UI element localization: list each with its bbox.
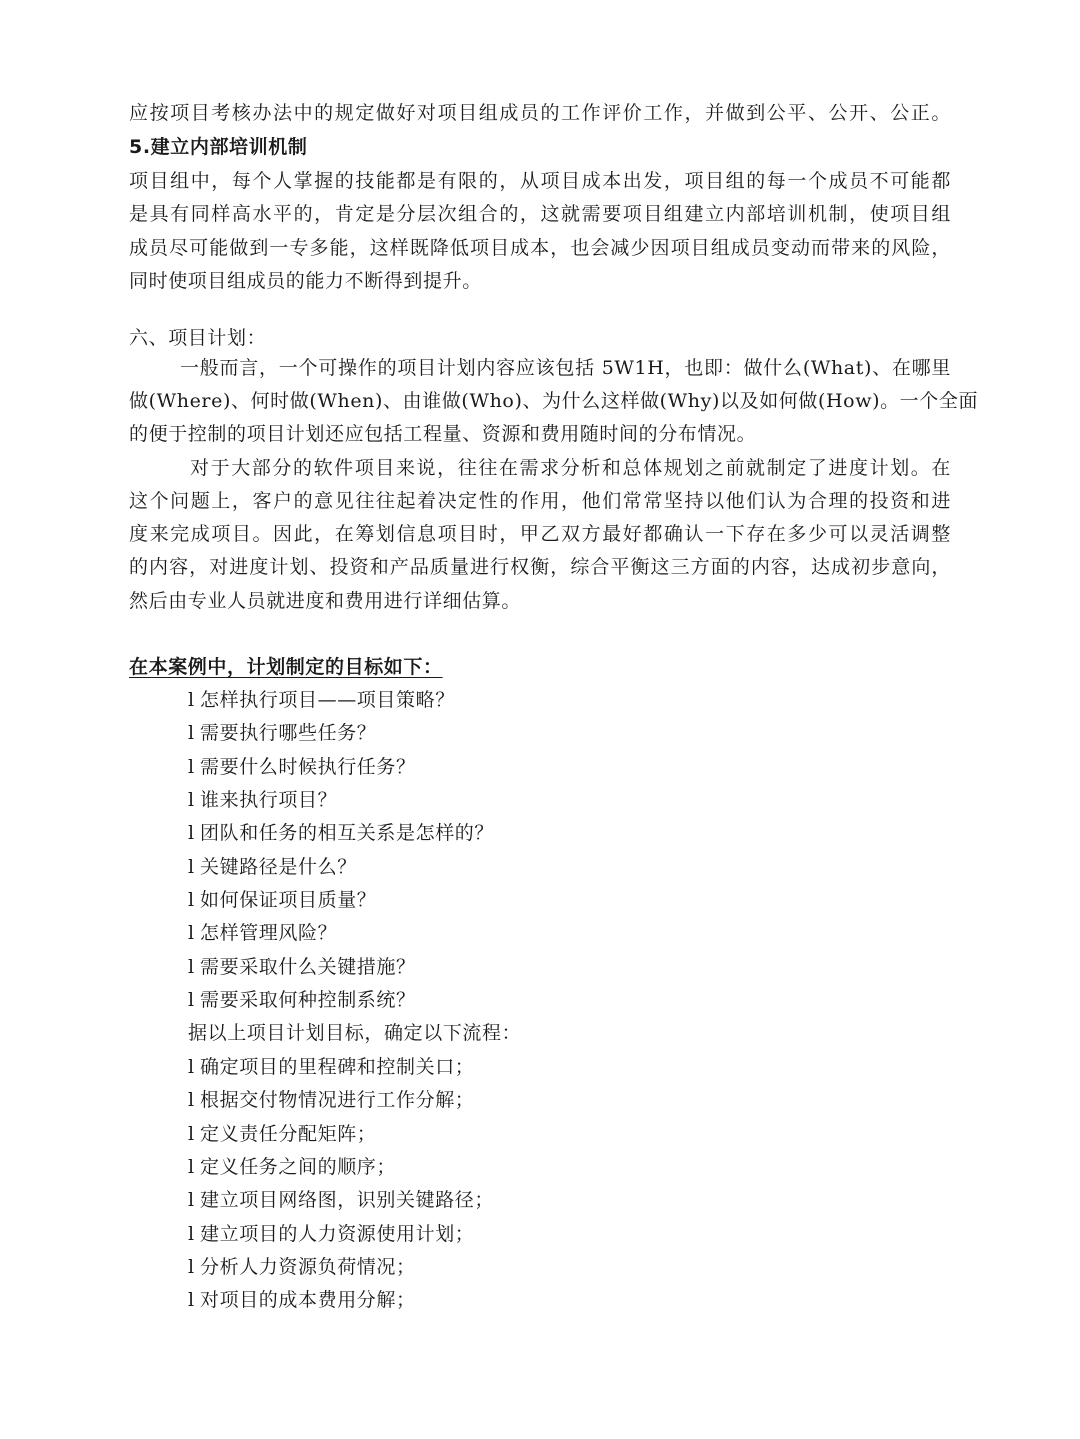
list-marker: l <box>188 789 195 811</box>
list-marker: l <box>188 1123 195 1145</box>
list-marker: l <box>188 1056 195 1078</box>
list-item: l 分析人力资源负荷情况； <box>188 1256 416 1278</box>
list-marker: l <box>188 989 195 1011</box>
list-marker: l <box>188 1089 195 1111</box>
paragraph-line: 做(Where)、何时做(When)、由谁做(Who)、为什么这样做(Why)以及如何做(How)。一个全面 <box>129 390 979 412</box>
list-marker: l <box>188 689 195 711</box>
list-item: l 如何保证项目质量？ <box>188 889 377 911</box>
list-marker: l <box>188 889 195 911</box>
list-item: l 对项目的成本费用分解； <box>188 1289 416 1311</box>
paragraph-line: 对于大部分的软件项目来说，往往在需求分析和总体规划之前就制定了进度计划。在 <box>190 457 951 479</box>
list-marker: l <box>188 1256 195 1278</box>
list-item: l 怎样执行项目——项目策略？ <box>188 689 455 711</box>
list-item: l 关键路径是什么？ <box>188 856 357 878</box>
list-item: l 建立项目网络图，识别关键路径； <box>188 1189 495 1211</box>
paragraph-line: 一般而言，一个可操作的项目计划内容应该包括 5W1H，也即：做什么(What)、在哪里 <box>180 357 951 379</box>
section-heading-5: 5.建立内部培训机制 <box>129 136 308 158</box>
paragraph-line: 成员尽可能做到一专多能，这样既降低项目成本，也会减少因项目组成员变动而带来的风险， <box>129 237 951 259</box>
list-marker: l <box>188 1189 195 1211</box>
list-marker: l <box>188 822 195 844</box>
list-item: l 根据交付物情况进行工作分解； <box>188 1089 475 1111</box>
list-marker: l <box>188 1289 195 1311</box>
list-item: l 确定项目的里程碑和控制关口； <box>188 1056 475 1078</box>
list-item: l 需要什么时候执行任务？ <box>188 756 416 778</box>
paragraph-line: 然后由专业人员就进度和费用进行详细估算。 <box>129 590 522 612</box>
list-marker: l <box>188 922 195 944</box>
list-item: l 谁来执行项目？ <box>188 789 338 811</box>
paragraph-line: 应按项目考核办法中的规定做好对项目组成员的工作评价工作，并做到公平、公开、公正。 <box>129 102 951 124</box>
list-marker: l <box>188 1156 195 1178</box>
list-item: l 怎样管理风险？ <box>188 922 338 944</box>
list-item: l 建立项目的人力资源使用计划； <box>188 1223 475 1245</box>
list-item: l 定义责任分配矩阵； <box>188 1123 377 1145</box>
list-item: l 定义任务之间的顺序； <box>188 1156 397 1178</box>
paragraph-line: 的内容，对进度计划、投资和产品质量进行权衡，综合平衡这三方面的内容，达成初步意向， <box>129 556 951 578</box>
paragraph-line: 项目组中，每个人掌握的技能都是有限的，从项目成本出发，项目组的每一个成员不可能都 <box>129 170 951 192</box>
list-marker: l <box>188 956 195 978</box>
paragraph-line: 度来完成项目。因此，在筹划信息项目时，甲乙双方最好都确认一下存在多少可以灵活调整 <box>129 523 951 545</box>
goals-heading: 在本案例中，计划制定的目标如下： <box>129 656 443 678</box>
list-item: l 需要采取什么关键措施？ <box>188 956 416 978</box>
section-heading-6: 六、项目计划： <box>129 327 267 349</box>
paragraph-line: 是具有同样高水平的，肯定是分层次组合的，这就需要项目组建立内部培训机制，使项目组 <box>129 203 951 225</box>
list-marker: l <box>188 856 195 878</box>
list-item: l 团队和任务的相互关系是怎样的？ <box>188 822 495 844</box>
list-marker: l <box>188 1223 195 1245</box>
paragraph-line: 这个问题上，客户的意见往往起着决定性的作用，他们常常坚持以他们认为合理的投资和进 <box>129 490 951 512</box>
paragraph-line: 的便于控制的项目计划还应包括工程量、资源和费用随时间的分布情况。 <box>129 423 757 445</box>
flow-intro: 据以上项目计划目标，确定以下流程： <box>188 1022 522 1044</box>
list-marker: l <box>188 722 195 744</box>
paragraph-line: 同时使项目组成员的能力不断得到提升。 <box>129 270 482 292</box>
list-item: l 需要采取何种控制系统？ <box>188 989 416 1011</box>
list-marker: l <box>188 756 195 778</box>
list-item: l 需要执行哪些任务？ <box>188 722 377 744</box>
